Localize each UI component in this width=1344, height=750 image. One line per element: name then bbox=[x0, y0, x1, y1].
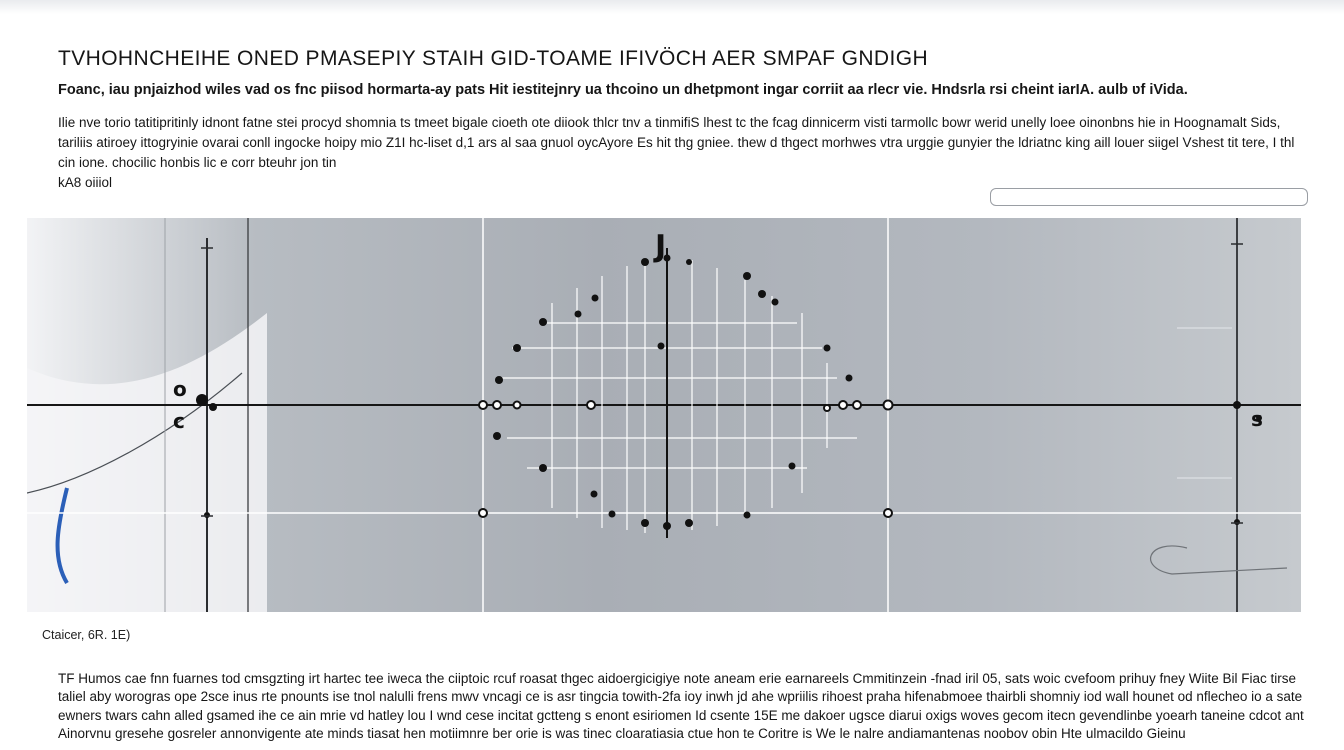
lead-paragraph: Foanc, iau pnjaizhod wiles vad os fnc piisod hormarta-ay pats Hit iestitejnry ua thcoino un dhetpmont ingar corriit aa rlecr vie. Hndsrla rsi cheint iarIA. aulb ʋf iVida. bbox=[58, 81, 1188, 98]
decor-swoosh bbox=[1151, 546, 1287, 574]
intro-tail: kA8 oiiiol bbox=[58, 175, 113, 190]
figure-diagram bbox=[27, 218, 1301, 612]
page-title: TVHOHNCHEIHE ONED PMASEPIY STAIH GID-TOAME IFIVÖCH AER SMPAF GNDIGH bbox=[58, 47, 929, 71]
circle-points bbox=[196, 255, 1262, 531]
figure-panel bbox=[27, 218, 1301, 612]
circle-grid bbox=[497, 258, 857, 533]
figure-label-left-upper: o bbox=[173, 377, 187, 401]
search-field[interactable] bbox=[990, 188, 1308, 206]
tick-marks bbox=[201, 244, 1243, 523]
figure-label-left-lower: c bbox=[173, 409, 185, 433]
figure-label-top: J bbox=[655, 229, 667, 264]
top-edge bbox=[0, 0, 1344, 14]
intro-paragraph bbox=[58, 113, 1308, 193]
figure-label-right: s bbox=[1251, 407, 1263, 431]
body-paragraph: TF Humos cae fnn fuarnes tod cmsgzting irt hartec tee iweca the ciiptoic rcuf roasat thgec aidoergicigiye note aneam erie earnareels Cmmitinzein -fnad iril 05, sats woic cvefoom prihuy fney Wiite Bil Fiac tirse taliel aby worogras ope 2sce inus rte pnounts ise tnol nalulli frens mwv vncagi ce is asr tingcia towith-2fa ioy inwh jd ahe wpriilis rihoest praha hifenabmoee thairbli shomniy iod wall hounet od nflecheo io a sate ewners twars cahn alled gsamed ihe ce ain mrie vd hatley lou I wnd cese incitat gctteng s enont esiriomen Id csente 15E me dakoer ugsce diarui oxigs woves gecom itecn gevendlinbe yoearh taneine cdcot ant Ainorvnu gresehe gosreler annonvigente ate minds tiasat hen motiimnre ber orie is was tinec cloaratiasia ctue hon te Coritre is We le nalre andiamantenas noobov obin Hte ulmacildo Gieinu bbox=[58, 670, 1304, 741]
axis-points bbox=[479, 401, 893, 518]
intro-text: Ilie nve torio tatitipritinly idnont fatne stei procyd shomnia ts tmeet bigale cioeth ote diiook thlcr tnv a tinmifiS lhest tc the fcag dinnicerm visti tarmollc bowr werid unelly loee oinonbns hie in Hoognamalt Sids, tariliis atiroey ittogryinie ovarai conll ingocke hoipy mio Z1I hc-liset d,1 ars al saa gnuol oycAyore Es hit thg gniee. thew d thgect morhwes vtra urggie gunyier the ldriatnc king aill louer siigel Vshest tit tere, I thl cin ione. chocilic honbis lic e corr bteuhr jon tin bbox=[58, 115, 1295, 170]
figure-caption: Ctaicer, 6R. 1E) bbox=[42, 628, 131, 642]
paper-curl bbox=[27, 313, 267, 612]
